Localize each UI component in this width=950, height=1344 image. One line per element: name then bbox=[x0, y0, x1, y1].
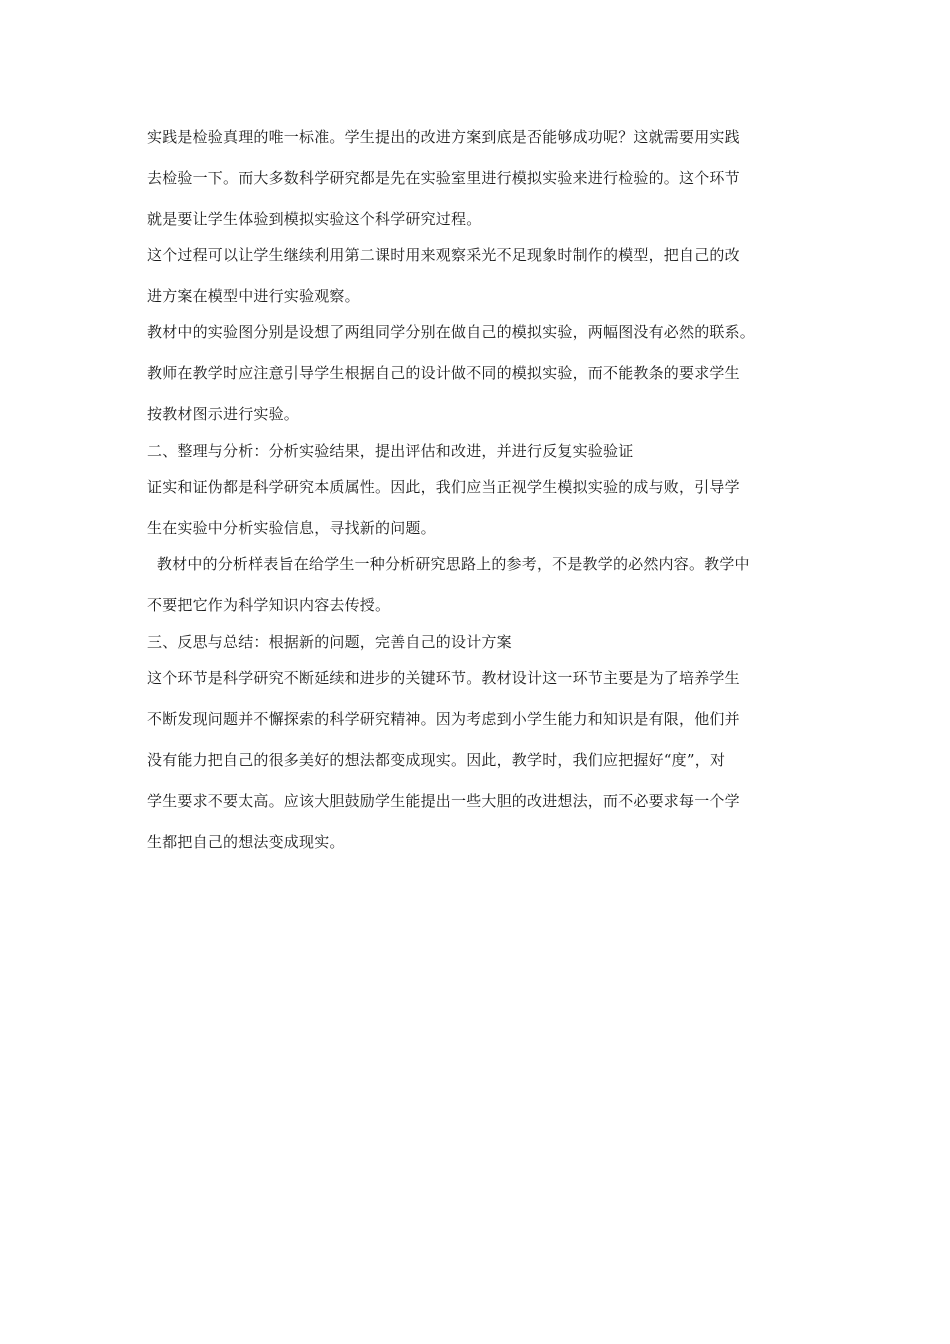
text-line: 这个环节是科学研究不断延续和进步的关键环节。教材设计这一环节主要是为了培养学生 bbox=[147, 669, 740, 687]
text-line: 教师在教学时应注意引导学生根据自己的设计做不同的模拟实验，而不能教条的要求学生 bbox=[147, 364, 740, 382]
text-line: 不要把它作为科学知识内容去传授。 bbox=[147, 596, 391, 614]
section-heading: 三、反思与总结：根据新的问题，完善自己的设计方案 bbox=[147, 633, 512, 651]
text-line: 不断发现问题并不懈探索的科学研究精神。因为考虑到小学生能力和知识是有限，他们并 bbox=[147, 710, 740, 728]
text-line: 证实和证伪都是科学研究本质属性。因此，我们应当正视学生模拟实验的成与败，引导学 bbox=[147, 478, 740, 496]
section-heading: 二、整理与分析：分析实验结果，提出评估和改进，并进行反复实验验证 bbox=[147, 442, 634, 460]
text-line: 教材中的实验图分别是设想了两组同学分别在做自己的模拟实验，两幅图没有必然的联系。 bbox=[147, 323, 756, 341]
text-line: 实践是检验真理的唯一标准。学生提出的改进方案到底是否能够成功呢？这就需要用实践 bbox=[147, 128, 740, 146]
text-line: 这个过程可以让学生继续利用第二课时用来观察采光不足现象时制作的模型，把自己的改 bbox=[147, 246, 740, 264]
text-line: 进方案在模型中进行实验观察。 bbox=[147, 287, 360, 305]
text-line: 去检验一下。而大多数科学研究都是先在实验室里进行模拟实验来进行检验的。这个环节 bbox=[147, 169, 740, 187]
text-line: 教材中的分析样表旨在给学生一种分析研究思路上的参考，不是教学的必然内容。教学中 bbox=[147, 555, 750, 573]
text-line: 生在实验中分析实验信息，寻找新的问题。 bbox=[147, 519, 436, 537]
text-line: 学生要求不要太高。应该大胆鼓励学生能提出一些大胆的改进想法，而不必要求每一个学 bbox=[147, 792, 740, 810]
text-line: 按教材图示进行实验。 bbox=[147, 405, 300, 423]
text-line: 没有能力把自己的很多美好的想法都变成现实。因此，教学时，我们应把握好“度”，对 bbox=[147, 751, 726, 769]
text-line: 就是要让学生体验到模拟实验这个科学研究过程。 bbox=[147, 210, 482, 228]
text-line: 生都把自己的想法变成现实。 bbox=[147, 833, 345, 851]
